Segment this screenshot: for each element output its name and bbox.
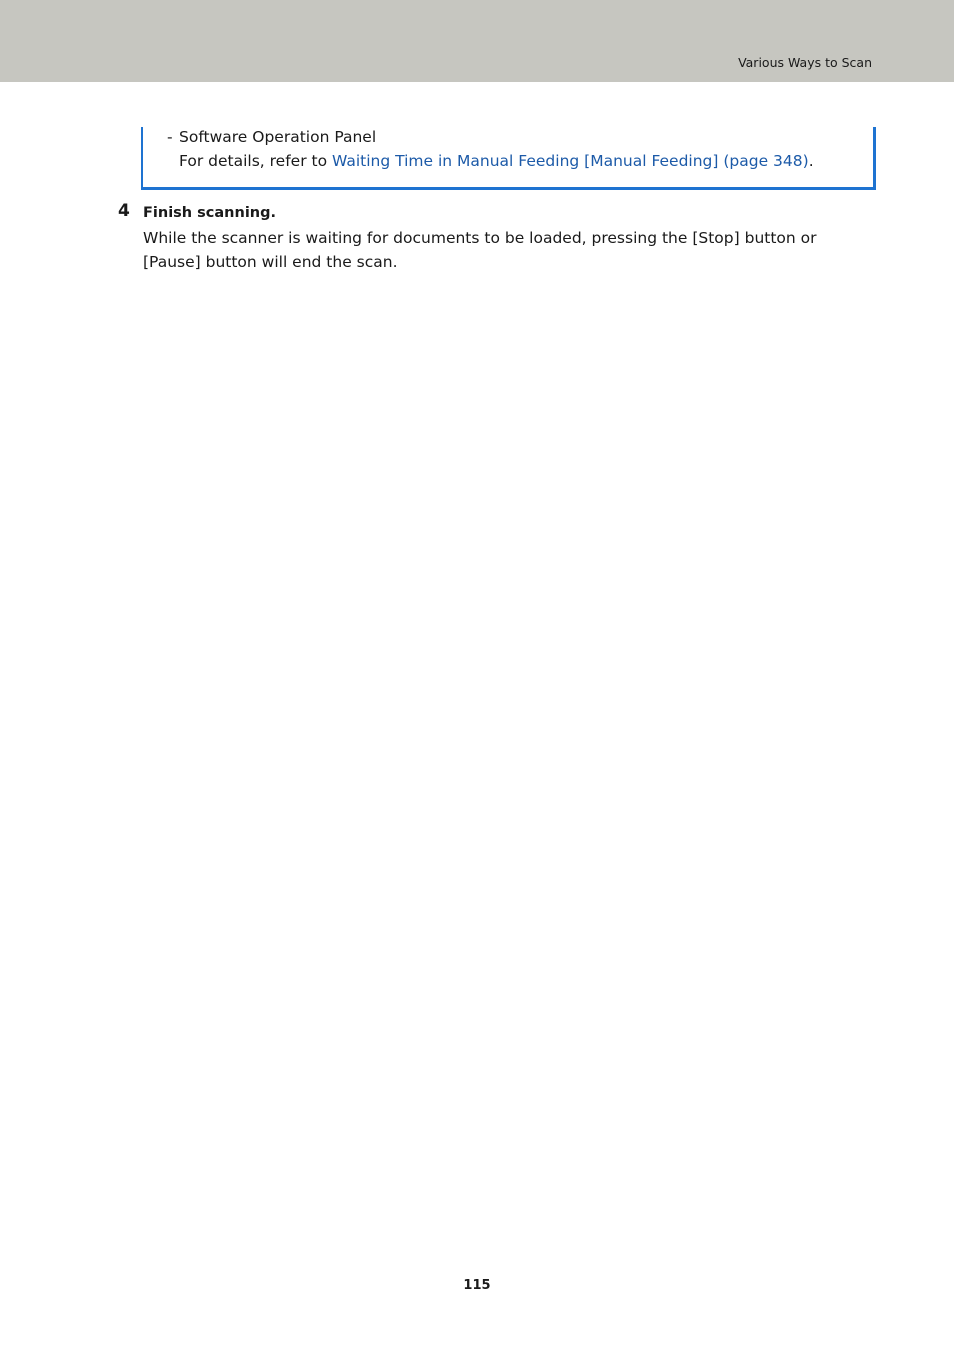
step-title: Finish scanning. <box>143 205 277 221</box>
section-title: Various Ways to Scan <box>738 55 872 70</box>
note-detail <box>179 152 814 170</box>
step-body: While the scanner is waiting for documents to be loaded, pressing the [Stop] button or [Pause] button will end the scan. <box>143 229 817 271</box>
reference-link[interactable]: Waiting Time in Manual Feeding [Manual Feeding] (page 348) <box>332 152 809 170</box>
page-header <box>0 0 954 82</box>
page-number: 115 <box>463 1278 491 1293</box>
note-bullet-item <box>167 128 376 146</box>
bullet-dash: - <box>167 128 173 146</box>
detail-suffix: . <box>808 152 814 170</box>
bullet-text: Software Operation Panel <box>179 128 377 146</box>
step-number: 4 <box>118 201 130 221</box>
detail-prefix: For details, refer to <box>179 152 332 170</box>
